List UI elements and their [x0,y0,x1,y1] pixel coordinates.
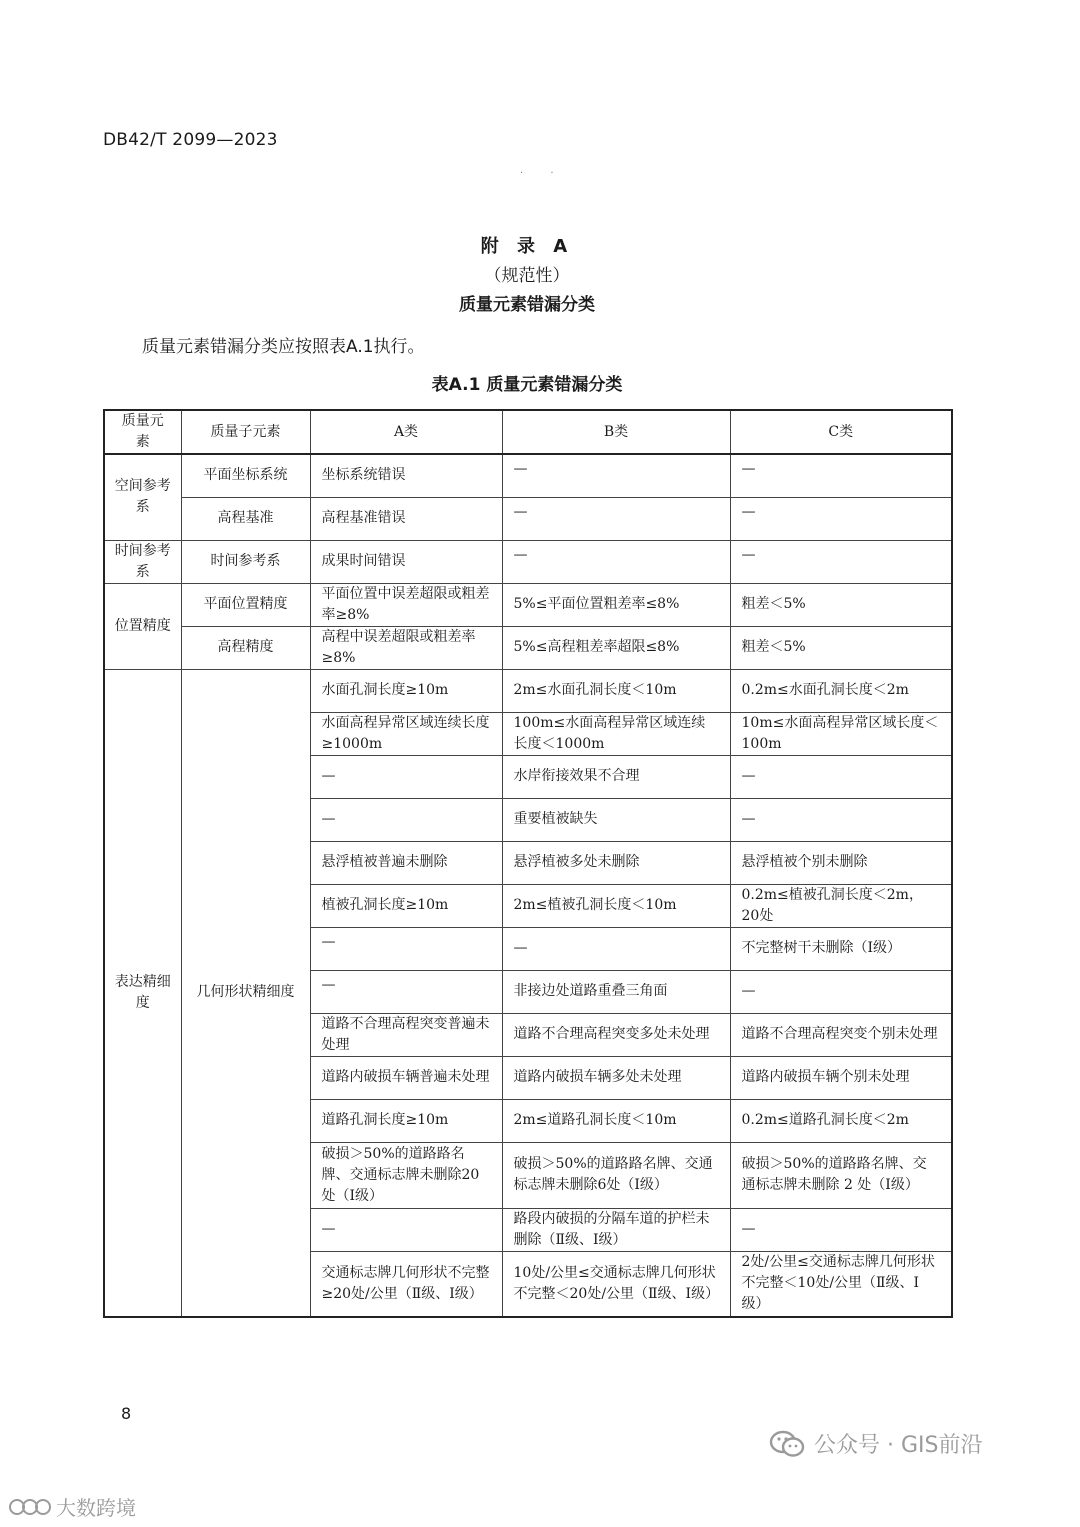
sub-element-cell: 平面位置精度 [181,583,310,626]
appendix-title: 附 录 A [480,236,574,257]
class-a-cell: 坐标系统错误 [310,454,502,497]
class-b-cell: 2m≤植被孔洞长度＜10m [502,884,730,927]
table-row [104,669,952,712]
quality-error-table [103,409,953,1318]
intro-paragraph: 质量元素错漏分类应按照表A.1执行。 [142,337,425,357]
element-cell: 位置精度 [104,583,181,669]
sub-element-cell: 高程精度 [181,626,310,669]
class-b-cell: — [502,540,730,583]
class-c-cell: — [730,540,952,583]
class-b-cell: 水岸衔接效果不合理 [502,755,730,798]
class-c-cell: 0.2m≤道路孔洞长度＜2m [730,1099,952,1142]
appendix-subject: 质量元素错漏分类 [459,295,595,315]
page-number: 8 [121,1404,132,1423]
class-c-cell: 粗差＜5% [730,626,952,669]
class-b-cell: 路段内破损的分隔车道的护栏未删除（Ⅱ级、Ⅰ级） [502,1208,730,1251]
element-cell: 时间参考系 [104,540,181,583]
class-c-cell: 0.2m≤水面孔洞长度＜2m [730,669,952,712]
table-row [104,626,952,669]
wechat-icon [768,1429,806,1459]
class-a-cell: 道路不合理高程突变普遍未处理 [310,1013,502,1056]
class-b-cell: 2m≤道路孔洞长度＜10m [502,1099,730,1142]
class-b-cell: — [502,497,730,540]
class-a-cell: 成果时间错误 [310,540,502,583]
watermark-wechat [768,1428,982,1459]
class-a-cell: 高程中误差超限或粗差率≥8% [310,626,502,669]
class-c-cell: — [730,970,952,1013]
class-a-cell: 道路内破损车辆普遍未处理 [310,1056,502,1099]
table-row [104,540,952,583]
class-a-cell: 破损＞50%的道路路名牌、交通标志牌未删除20处（Ⅰ级） [310,1142,502,1208]
class-b-cell: 100m≤水面高程异常区域连续长度＜1000m [502,712,730,755]
sub-element-cell: 时间参考系 [181,540,310,583]
class-c-cell: — [730,755,952,798]
class-b-cell: 10处/公里≤交通标志牌几何形状不完整＜20处/公里（Ⅱ级、Ⅰ级） [502,1251,730,1317]
class-a-cell: — [310,927,502,970]
class-b-cell: 2m≤水面孔洞长度＜10m [502,669,730,712]
class-b-cell: 悬浮植被多处未删除 [502,841,730,884]
watermark-wechat-text: 公众号 · GIS前沿 [814,1433,983,1458]
class-a-cell: — [310,1208,502,1251]
class-c-cell: 破损＞50%的道路路名牌、交通标志牌未删除 2 处（Ⅰ级） [730,1142,952,1208]
header-class-a: A类 [310,410,502,454]
class-c-cell: 不完整树干未删除（Ⅰ级） [730,927,952,970]
table-row [104,583,952,626]
watermark-brand-text: 大数跨境 [56,1496,136,1520]
appendix-nature: （规范性） [484,266,570,286]
class-c-cell: 2处/公里≤交通标志牌几何形状不完整＜10处/公里（Ⅱ级、Ⅰ级） [730,1251,952,1317]
sub-element-cell: 几何形状精细度 [181,669,310,1317]
class-b-cell: 5%≤平面位置粗差率≤8% [502,583,730,626]
header-class-b: B类 [502,410,730,454]
table-row [104,497,952,540]
class-c-cell: — [730,1208,952,1251]
table-header-row [104,410,952,454]
class-b-cell: 道路内破损车辆多处未处理 [502,1056,730,1099]
class-b-cell: 破损＞50%的道路路名牌、交通标志牌未删除6处（Ⅰ级） [502,1142,730,1208]
class-b-cell: — [502,927,730,970]
class-b-cell: 道路不合理高程突变多处未处理 [502,1013,730,1056]
class-b-cell: 非接边处道路重叠三角面 [502,970,730,1013]
class-a-cell: 平面位置中误差超限或粗差率≥8% [310,583,502,626]
class-c-cell: — [730,454,952,497]
class-a-cell: — [310,798,502,841]
header-sub-element: 质量子元素 [181,410,310,454]
class-c-cell: 道路内破损车辆个别未处理 [730,1056,952,1099]
brand-logo-icon [8,1496,52,1518]
table-caption: 表A.1 质量元素错漏分类 [431,375,623,395]
class-b-cell: 重要植被缺失 [502,798,730,841]
class-a-cell: 道路孔洞长度≥10m [310,1099,502,1142]
class-c-cell: — [730,798,952,841]
class-a-cell: — [310,755,502,798]
class-c-cell: 0.2m≤植被孔洞长度＜2m，20处 [730,884,952,927]
header-element: 质量元素 [104,410,181,454]
class-b-cell: 5%≤高程粗差率超限≤8% [502,626,730,669]
class-c-cell: — [730,497,952,540]
class-a-cell: 水面高程异常区域连续长度≥1000m [310,712,502,755]
header-class-c: C类 [730,410,952,454]
class-c-cell: 粗差＜5% [730,583,952,626]
sub-element-cell: 高程基准 [181,497,310,540]
class-c-cell: 10m≤水面高程异常区域长度＜100m [730,712,952,755]
class-a-cell: 水面孔洞长度≥10m [310,669,502,712]
class-a-cell: 高程基准错误 [310,497,502,540]
class-a-cell: 悬浮植被普遍未删除 [310,841,502,884]
class-a-cell: 植被孔洞长度≥10m [310,884,502,927]
class-a-cell: — [310,970,502,1013]
class-c-cell: 道路不合理高程突变个别未处理 [730,1013,952,1056]
table-row [104,454,952,497]
watermark-brand [8,1492,136,1521]
class-b-cell: — [502,454,730,497]
element-cell: 表达精细度 [104,669,181,1317]
class-a-cell: 交通标志牌几何形状不完整≥20处/公里（Ⅱ级、Ⅰ级） [310,1251,502,1317]
class-c-cell: 悬浮植被个别未删除 [730,841,952,884]
header-dots: · · [520,168,566,179]
sub-element-cell: 平面坐标系统 [181,454,310,497]
element-cell: 空间参考系 [104,454,181,540]
document-code: DB42/T 2099—2023 [103,130,278,150]
